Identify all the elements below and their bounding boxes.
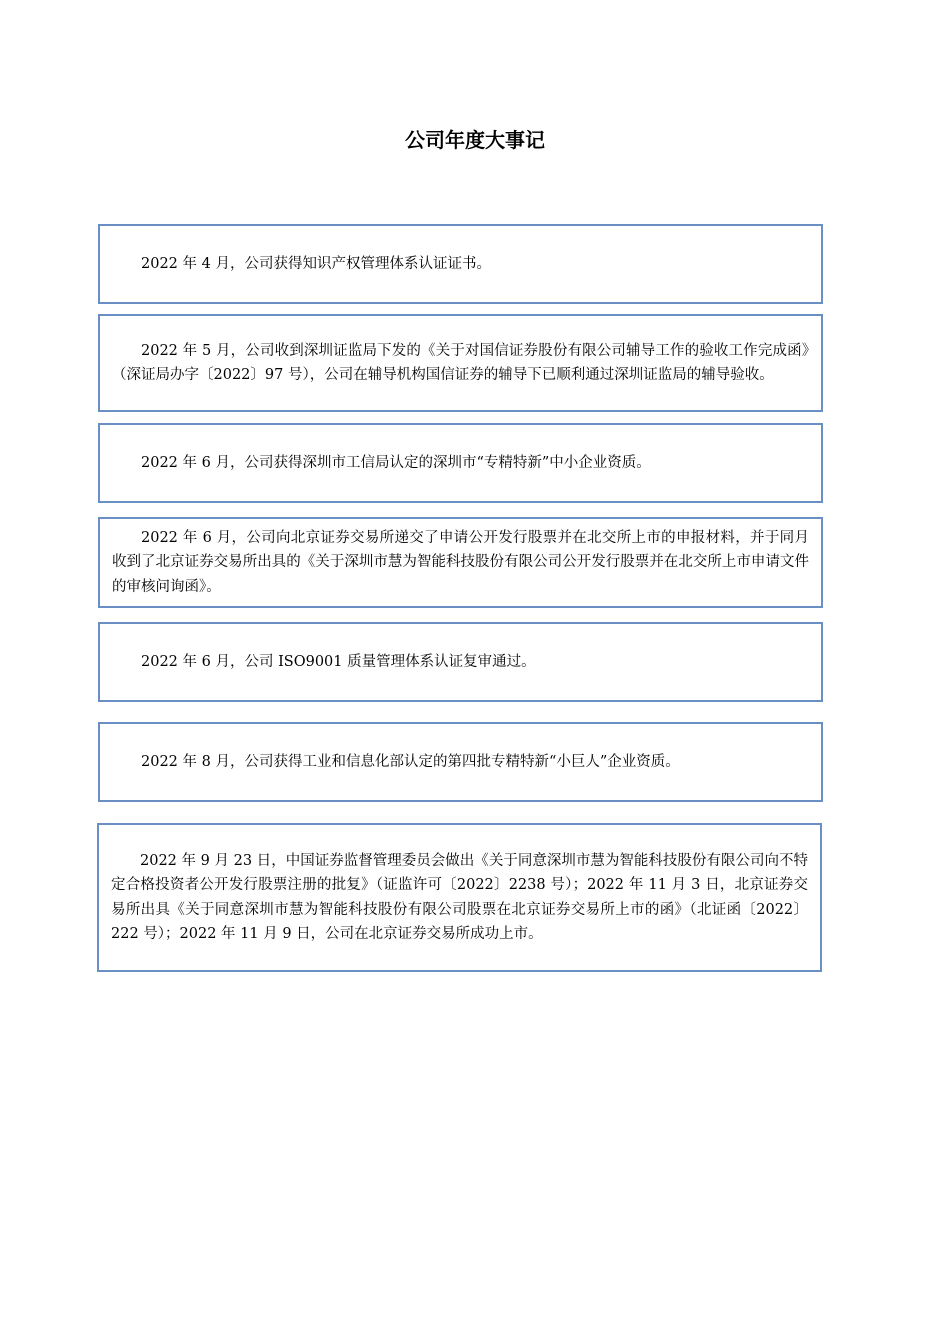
event-box [98,622,823,702]
page-title: 公司年度大事记 [405,128,545,152]
event-box [98,517,823,608]
event-text: 2022 年 6 月，公司 ISO9001 质量管理体系认证复审通过。 [141,653,536,670]
event-text: 2022 年 6 月，公司获得深圳市工信局认定的深圳市“专精特新”中小企业资质。 [141,454,651,471]
event-box [97,823,822,972]
event-box [98,224,823,304]
event-text: 2022 年 8 月，公司获得工业和信息化部认定的第四批专精特新“小巨人”企业资质。 [141,753,680,770]
event-box [98,722,823,802]
event-text: 2022 年 9 月 23 日，中国证券监督管理委员会做出《关于同意深圳市慧为智能科技股份有限公司向不特定合格投资者公开发行股票注册的批复》（证监许可〔2022〕2238 号）；2022 年 11 月 3 日，北京证券交易所出具《关于同意深圳市慧为智能科技股份有限公司股票在北京证券交易所上市的函》（北证函〔2022〕222 号）；2022 年 11 月 9 日，公司在北京证券交易所成功上市。 [111,852,808,942]
event-text: 2022 年 4 月，公司获得知识产权管理体系认证证书。 [141,255,491,272]
event-text: 2022 年 5 月，公司收到深圳证监局下发的《关于对国信证券股份有限公司辅导工作的验收工作完成函》（深证局办字〔2022〕97 号），公司在辅导机构国信证券的辅导下已顺利通过深圳证监局的辅导验收。 [112,342,809,383]
event-box [98,423,823,503]
event-text: 2022 年 6 月，公司向北京证券交易所递交了申请公开发行股票并在北交所上市的申报材料，并于同月收到了北京证券交易所出具的《关于深圳市慧为智能科技股份有限公司公开发行股票并在北交所上市申请文件的审核问询函》。 [112,529,809,595]
event-box [98,314,823,412]
